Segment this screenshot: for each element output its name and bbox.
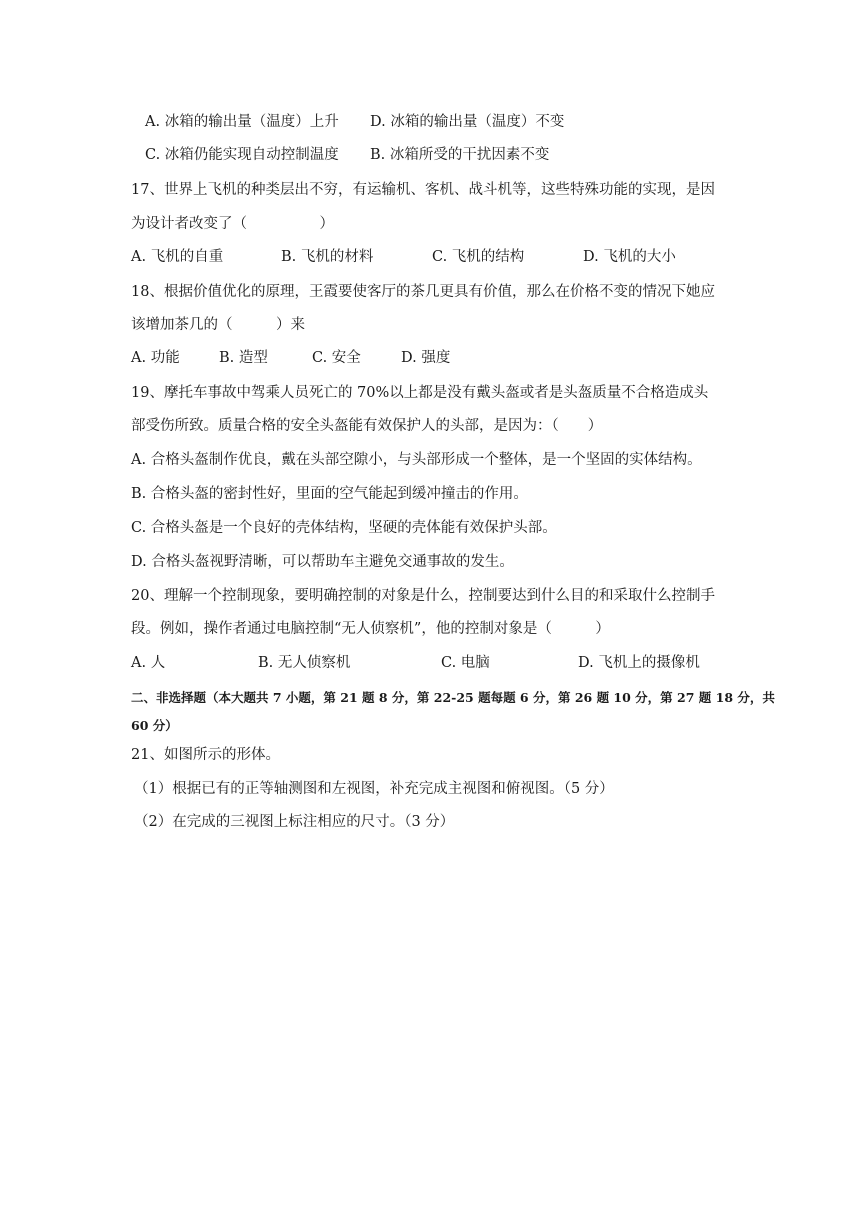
- q16-option-b: B. 冰箱所受的干扰因素不变: [370, 147, 550, 163]
- q21-part-2: （2）在完成的三视图上标注相应的尺寸。（3 分）: [134, 814, 455, 830]
- q20-option-b: B. 无人侦察机: [258, 655, 351, 671]
- q18-option-d: D. 强度: [401, 350, 451, 366]
- q19-option-a: A. 合格头盔制作优良，戴在头部空隙小，与头部形成一个整体，是一个坚固的实体结构。: [131, 452, 702, 468]
- q18-option-b: B. 造型: [219, 350, 268, 366]
- q19-option-b: B. 合格头盔的密封性好，里面的空气能起到缓冲撞击的作用。: [131, 486, 528, 502]
- q16-option-a: A. 冰箱的输出量（温度）上升: [145, 114, 339, 130]
- q20-option-d: D. 飞机上的摄像机: [578, 655, 700, 671]
- q21-part-1: （1）根据已有的正等轴测图和左视图，补充完成主视图和俯视图。（5 分）: [134, 781, 614, 797]
- q20-option-c: C. 电脑: [441, 655, 490, 671]
- q17-option-d: D. 飞机的大小: [583, 249, 676, 265]
- q16-option-d: D. 冰箱的输出量（温度）不变: [370, 114, 565, 130]
- q16-option-c: C. 冰箱仍能实现自动控制温度: [145, 147, 339, 163]
- q17-option-a: A. 飞机的自重: [131, 249, 224, 265]
- section-2-heading-line-2: 60 分）: [131, 718, 178, 733]
- q17-option-b: B. 飞机的材料: [281, 249, 374, 265]
- q17-stem-line-2: 为设计者改变了（ ）: [131, 216, 334, 232]
- q18-option-a: A. 功能: [131, 350, 180, 366]
- q17-stem-line-1: 17、世界上飞机的种类层出不穷，有运输机、客机、战斗机等，这些特殊功能的实现，是因: [131, 182, 715, 198]
- q19-stem-line-2: 部受伤所致。质量合格的安全头盔能有效保护人的头部，是因为：（ ）: [131, 418, 603, 434]
- q20-option-a: A. 人: [131, 655, 166, 671]
- q19-option-c: C. 合格头盔是一个良好的壳体结构，坚硬的壳体能有效保护头部。: [131, 520, 557, 536]
- section-2-heading-line-1: 二、非选择题（本大题共 7 小题，第 21 题 8 分，第 22-25 题每题 6 分，第 26 题 10 分，第 27 题 18 分，共: [131, 690, 775, 705]
- q21-stem: 21、如图所示的形体。: [131, 747, 280, 763]
- q18-option-c: C. 安全: [312, 350, 361, 366]
- q20-stem-line-1: 20、理解一个控制现象，要明确控制的对象是什么，控制要达到什么目的和采取什么控制手: [131, 588, 715, 604]
- q18-stem-line-1: 18、根据价值优化的原理，王霞要使客厅的茶几更具有价值，那么在价格不变的情况下她应: [131, 284, 715, 300]
- q17-option-c: C. 飞机的结构: [432, 249, 525, 265]
- q18-stem-line-2: 该增加茶几的（ ）来: [131, 317, 305, 333]
- q20-stem-line-2: 段。例如，操作者通过电脑控制“无人侦察机”，他的控制对象是（ ）: [131, 621, 610, 637]
- q19-stem-line-1: 19、摩托车事故中驾乘人员死亡的 70%以上都是没有戴头盔或者是头盔质量不合格造成头: [131, 385, 709, 401]
- q19-option-d: D. 合格头盔视野清晰，可以帮助车主避免交通事故的发生。: [131, 554, 514, 570]
